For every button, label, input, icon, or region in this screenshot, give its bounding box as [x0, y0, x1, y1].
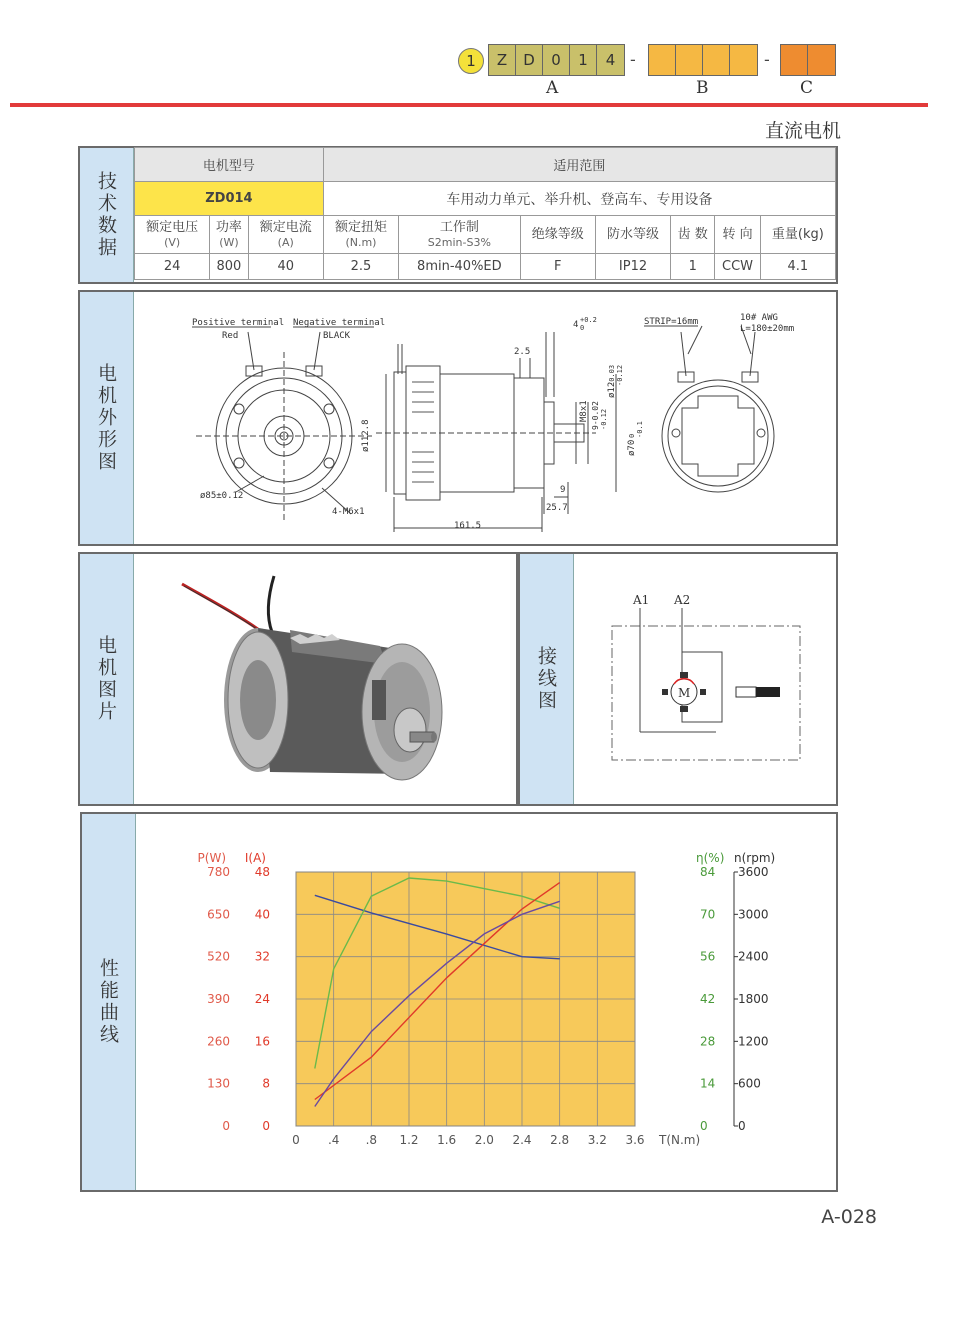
x-tick-label: 2.8	[550, 1133, 570, 1147]
y-tick-label: 42	[700, 992, 716, 1006]
code-cell: Z	[489, 45, 516, 75]
motor-photo	[140, 560, 510, 800]
spec-column-label	[595, 216, 670, 254]
y-tick-label: 390	[207, 992, 230, 1006]
spec-column-name: 工作制	[439, 219, 479, 235]
spec-column-unit: S2min-S3%	[427, 235, 491, 249]
x-tick-label: 1.6	[437, 1133, 457, 1147]
spec-column-name: 防水等级	[606, 227, 659, 242]
m8-label: M8x1	[579, 400, 589, 422]
y-tick-label: 520	[207, 949, 230, 964]
spec-column-value: 800	[210, 254, 248, 280]
spec-table	[134, 147, 836, 280]
code-letter-c: C	[800, 78, 814, 98]
wiring-side-label	[520, 554, 574, 804]
x-tick-label: .8	[365, 1133, 378, 1147]
spec-column-unit: (A)	[277, 235, 294, 249]
y-tick-label: 780	[207, 865, 230, 879]
code-dash: -	[630, 50, 636, 69]
x-axis-label: T(N.m)	[659, 1133, 701, 1147]
spec-column-label	[760, 216, 835, 254]
length-label: L=180±20mm	[740, 324, 795, 334]
spec-column-name: 齿 数	[677, 227, 708, 242]
spec-column-name: 绝缘等级	[531, 227, 584, 242]
outline-side-label	[80, 292, 134, 544]
dim-9-bottom: 9	[560, 485, 566, 495]
y-tick-label: 32	[254, 949, 270, 964]
code-cell: 1	[570, 45, 597, 75]
spec-side-label	[80, 148, 134, 282]
spec-column-label	[248, 216, 323, 254]
dia-70-tol-hi: 0	[628, 433, 636, 438]
y-tick-label: 24	[254, 992, 270, 1006]
y-axis-label: η(%)	[696, 851, 725, 865]
x-tick-label: 2.0	[474, 1133, 494, 1147]
spec-column-unit: (W)	[219, 235, 239, 249]
performance-chart	[138, 814, 836, 1190]
motor-symbol-label: M	[678, 686, 691, 700]
y-tick-label: 3000	[738, 907, 769, 922]
y-tick-label: 14	[700, 1076, 716, 1091]
photo-side-label	[80, 554, 134, 804]
wiring-diagram	[576, 556, 834, 802]
dim-257-label: 25.7	[546, 503, 568, 513]
neg-terminal-label: Negative terminal	[293, 318, 386, 328]
dim-9-tol: -0.12	[600, 408, 608, 430]
dim-4-tol-lo: 0	[580, 324, 585, 332]
y-tick-label: 0	[262, 1119, 270, 1133]
spec-column-value: 1	[671, 254, 715, 280]
spec-column-value: F	[520, 254, 595, 280]
code-cell	[676, 45, 703, 75]
y-tick-label: 1800	[738, 992, 769, 1006]
y-tick-label: 48	[254, 865, 270, 879]
spec-column-value: 4.1	[760, 254, 835, 280]
x-tick-label: 0	[292, 1133, 300, 1147]
scope-header: 适用范围	[323, 148, 835, 182]
code-cell	[730, 45, 757, 75]
code-cell	[781, 45, 808, 75]
wiring-side-text: 接线图	[535, 646, 557, 712]
spec-column-label	[135, 216, 210, 254]
code-letter-a: A	[546, 78, 559, 98]
model-header: 电机型号	[135, 148, 324, 182]
code-segment-a	[488, 44, 625, 76]
x-tick-label: 3.6	[625, 1133, 645, 1147]
y-tick-label: 56	[700, 949, 716, 964]
page-number: A-028	[821, 1206, 877, 1228]
pos-color-label: Red	[222, 331, 239, 341]
perf-side-text: 性能曲线	[97, 958, 119, 1046]
neg-color-label: BLACK	[323, 331, 351, 341]
dim-25-label: 2.5	[514, 347, 531, 357]
spec-column-name: 额定扭矩	[334, 219, 387, 235]
code-dash: -	[764, 50, 770, 69]
y-axis-label: P(W)	[197, 851, 226, 865]
x-tick-label: 3.2	[587, 1133, 607, 1147]
page-title: 直流电机	[764, 120, 841, 142]
spec-column-label	[715, 216, 760, 254]
y-tick-label: 130	[207, 1076, 230, 1091]
y-axis-label: n(rpm)	[734, 851, 776, 865]
y-tick-label: 2400	[738, 949, 769, 964]
y-tick-label: 1200	[738, 1034, 769, 1049]
y-tick-label: 260	[207, 1034, 230, 1049]
code-cell: 4	[597, 45, 624, 75]
y-tick-label: 40	[254, 907, 270, 922]
photo-side-text: 电机图片	[95, 635, 117, 723]
header-divider	[10, 103, 928, 107]
spec-column-name: 额定电压	[146, 219, 199, 235]
spec-column-value: 8min-40%ED	[399, 254, 521, 280]
spec-column-name: 功率	[215, 219, 242, 235]
terminal-a1: A1	[633, 593, 650, 607]
screw-label: 4-M6x1	[332, 507, 365, 517]
dim-9-label: 9-0.02	[591, 401, 600, 430]
code-segment-b	[648, 44, 758, 76]
y-tick-label: 84	[700, 865, 716, 879]
dia-112-label: ø112.8	[361, 419, 371, 452]
spec-column-value: 24	[135, 254, 210, 280]
code-cell	[808, 45, 835, 75]
spec-column-unit: (V)	[164, 235, 181, 249]
dia-70-tol-lo: -0.1	[636, 421, 644, 438]
spec-column-value: CCW	[715, 254, 760, 280]
dia-85-label: ø85±0.12	[200, 491, 244, 501]
pos-terminal-label: Positive terminal	[192, 318, 285, 328]
spec-column-name: 重量(kg)	[771, 227, 824, 242]
code-cell	[703, 45, 730, 75]
x-tick-label: 2.4	[512, 1133, 532, 1147]
outline-side-text: 电机外形图	[95, 363, 117, 473]
strip-label: STRIP=16mm	[644, 317, 699, 327]
code-segment-c	[780, 44, 836, 76]
y-tick-label: 70	[700, 907, 716, 922]
dim-4-label: 4	[573, 320, 579, 330]
y-tick-label: 0	[700, 1119, 708, 1133]
scope-value: 车用动力单元、举升机、登高车、专用设备	[323, 182, 835, 216]
spec-column-label	[399, 216, 521, 254]
code-cell: 0	[543, 45, 570, 75]
y-axis-label: I(A)	[244, 851, 266, 865]
dia-12-tol-hi: -0.03	[608, 364, 616, 386]
dim-1615-label: 161.5	[454, 521, 482, 531]
spec-column-label	[210, 216, 248, 254]
y-tick-label: 8	[262, 1076, 270, 1091]
spec-column-value: 40	[248, 254, 323, 280]
y-tick-label: 0	[222, 1119, 230, 1133]
spec-column-label	[671, 216, 715, 254]
code-cell: D	[516, 45, 543, 75]
y-tick-label: 650	[207, 907, 230, 922]
x-tick-label: 1.2	[399, 1133, 419, 1147]
y-tick-label: 3600	[738, 865, 769, 879]
dia-70-label: ø70	[627, 439, 637, 456]
y-tick-label: 28	[700, 1034, 716, 1049]
code-index-badge: 1	[458, 48, 484, 74]
dim-4-tol-hi: +0.2	[580, 316, 597, 324]
spec-column-name: 额定电流	[259, 219, 312, 235]
model-value: ZD014	[135, 182, 324, 216]
dia-12-tol-lo: -0.12	[616, 364, 624, 386]
y-tick-label: 0	[738, 1119, 746, 1133]
spec-column-label	[520, 216, 595, 254]
y-tick-label: 16	[254, 1034, 270, 1049]
code-letter-b: B	[696, 78, 709, 98]
spec-column-unit: (N.m)	[345, 235, 377, 249]
outline-drawing	[136, 292, 836, 544]
terminal-a2: A2	[674, 593, 691, 607]
perf-side-label	[82, 814, 136, 1190]
spec-column-label	[323, 216, 398, 254]
spec-column-value: 2.5	[323, 254, 398, 280]
y-tick-label: 600	[738, 1076, 761, 1091]
awg-label: 10# AWG	[740, 313, 778, 323]
dia-12-label: ø12	[607, 381, 617, 398]
spec-column-name: 转 向	[722, 227, 753, 242]
x-tick-label: .4	[327, 1133, 340, 1147]
spec-side-text: 技术数据	[95, 171, 117, 259]
code-cell	[649, 45, 676, 75]
spec-column-value: IP12	[595, 254, 670, 280]
